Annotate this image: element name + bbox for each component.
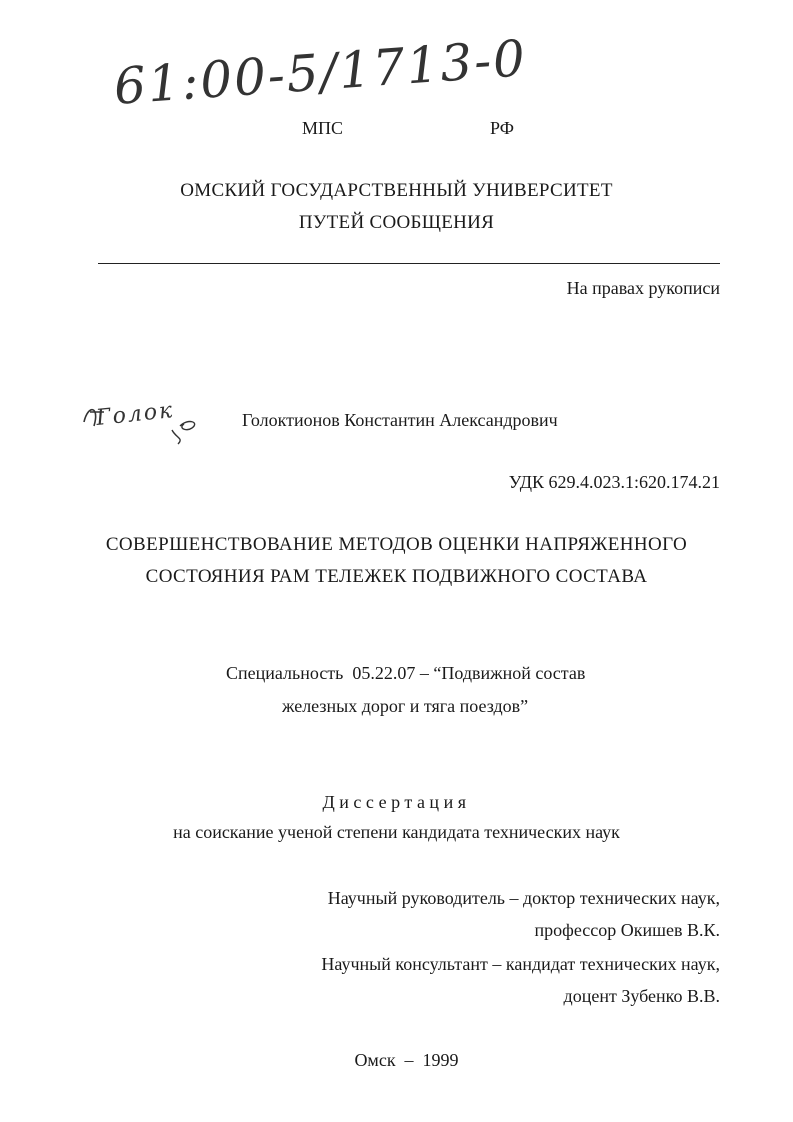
title-line2: СОСТОЯНИЯ РАМ ТЕЛЕЖЕК ПОДВИЖНОГО СОСТАВА: [145, 566, 648, 587]
author-name: Голоктионов Константин Александрович: [242, 410, 558, 430]
author-signature-text: Голок: [94, 397, 176, 432]
consultant-name: доцент Зубенко В.В.: [563, 986, 720, 1006]
archive-number-handwritten: 61:00-5/1713-0: [112, 29, 529, 116]
university-name-line2: ПУТЕЙ СООБЩЕНИЯ: [298, 212, 495, 233]
title-line1: СОВЕРШЕНСТВОВАНИЕ МЕТОДОВ ОЦЕНКИ НАПРЯЖЕННОГО: [105, 534, 688, 555]
header-divider: [98, 263, 720, 264]
consultant-role: Научный консультант – кандидат технических наук,: [321, 954, 720, 974]
specialty-line2: железных дорог и тяга поездов”: [282, 696, 529, 716]
supervisor-role: Научный руководитель – доктор технических наук,: [327, 888, 720, 908]
country-label: РФ: [490, 118, 514, 138]
university-name-line1: ОМСКИЙ ГОСУДАРСТВЕННЫЙ УНИВЕРСИТЕТ: [180, 180, 613, 201]
ministry-label: МПС: [302, 118, 344, 138]
work-type-heading: Диссертация: [322, 792, 471, 812]
signature-scribble: [80, 398, 210, 446]
author-signature: [80, 398, 210, 446]
rights-note: На правах рукописи: [566, 278, 720, 298]
specialty-line1: Специальность 05.22.07 – “Подвижной состав: [226, 663, 586, 683]
place-year: Омск – 1999: [354, 1050, 459, 1070]
supervisor-name: профессор Окишев В.К.: [534, 920, 720, 940]
udc-code: УДК 629.4.023.1:620.174.21: [508, 472, 720, 492]
work-type-subtitle: на соискание ученой степени кандидата технических наук: [173, 822, 620, 842]
